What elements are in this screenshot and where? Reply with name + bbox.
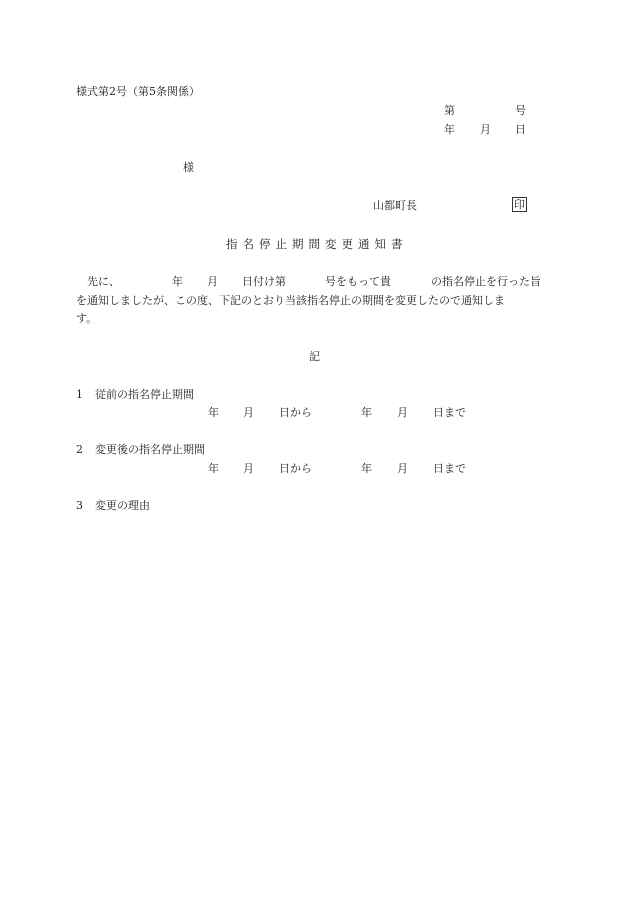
body-line-3: す。 — [76, 312, 98, 325]
body-line-1 — [76, 273, 554, 292]
number-suffix: 号 — [515, 104, 526, 117]
item-1-from-day: 日から — [279, 406, 312, 419]
ki-heading: 記 — [309, 350, 320, 363]
item-2-from-year: 年 — [208, 462, 219, 475]
seal-mark — [512, 197, 527, 212]
item-2-from-month: 月 — [243, 462, 254, 475]
item-1-label: 従前の指名停止期間 — [95, 388, 194, 401]
body-line-2: を通知しましたが、この度、下記のとおり当該指名停止の期間を変更したので通知しま — [76, 293, 505, 307]
addressee-honorific: 様 — [183, 161, 194, 174]
item-1-to-year: 年 — [361, 406, 372, 419]
item-1-number: 1 — [76, 388, 83, 401]
body-part-intro: 先に、 — [87, 275, 120, 288]
body-part-suspension: の指名停止を行った旨 — [431, 275, 541, 288]
item-2-number: 2 — [76, 443, 83, 456]
body-part-year: 年 — [172, 275, 183, 288]
body-part-number-suffix: 号をもって貴 — [325, 275, 391, 288]
form-label: 様式第2号（第5条関係） — [76, 85, 200, 98]
item-2-from-day: 日から — [279, 462, 312, 475]
item-1-from-month: 月 — [243, 406, 254, 419]
item-1-to-day: 日まで — [433, 406, 466, 419]
date-month: 月 — [480, 123, 491, 136]
date-day: 日 — [515, 123, 526, 136]
item-2-label: 変更後の指名停止期間 — [95, 443, 205, 456]
item-2-to-month: 月 — [397, 462, 408, 475]
document-title: 指名停止期間変更通知書 — [226, 237, 408, 251]
body-paragraph — [76, 273, 554, 329]
date-year: 年 — [444, 123, 455, 136]
body-part-date-number: 日付け第 — [242, 275, 286, 288]
issuer-name: 山都町長 — [373, 199, 417, 212]
item-3-number: 3 — [76, 499, 83, 512]
item-3-label: 変更の理由 — [95, 499, 150, 512]
number-prefix: 第 — [444, 104, 455, 117]
item-1-to-month: 月 — [397, 406, 408, 419]
body-part-month: 月 — [207, 275, 218, 288]
item-2-to-year: 年 — [361, 462, 372, 475]
item-2-to-day: 日まで — [433, 462, 466, 475]
item-1-from-year: 年 — [208, 406, 219, 419]
seal-text: 印 — [514, 198, 525, 211]
